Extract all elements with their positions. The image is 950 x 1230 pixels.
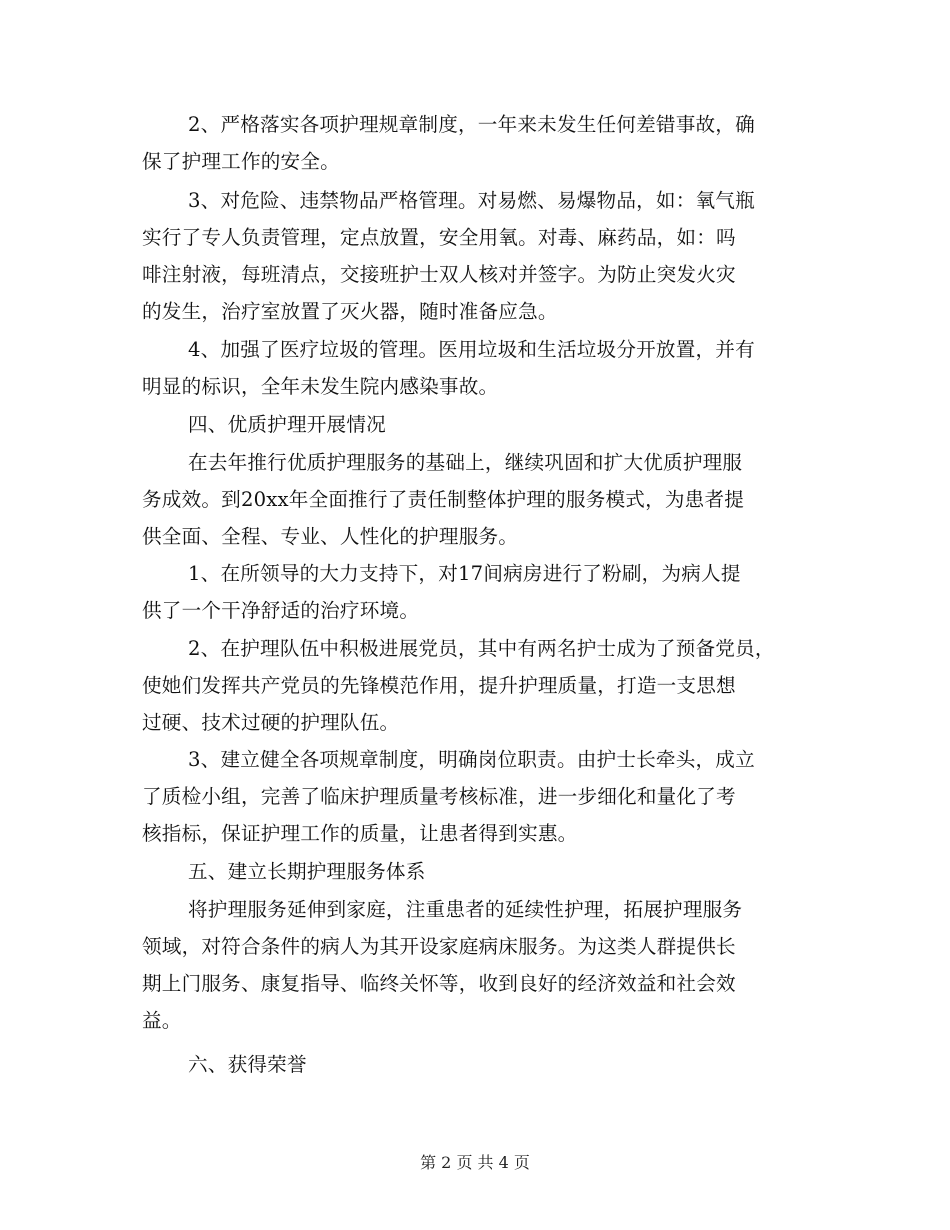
text-line-11: 务成效。到20xx年全面推行了责任制整体护理的服务模式，为患者提 <box>142 488 745 511</box>
text-line-10: 在去年推行优质护理服务的基础上，继续巩固和扩大优质护理服 <box>188 451 743 474</box>
section-heading-6: 六、获得荣誉 <box>188 1053 307 1076</box>
text-line-7: 4、加强了医疗垃圾的管理。医用垃圾和生活垃圾分开放置，并有 <box>188 338 755 361</box>
text-line-25: 益。 <box>142 1009 182 1032</box>
text-line-4: 实行了专人负责管理，定点放置，安全用氧。对毒、麻药品，如：吗 <box>142 226 736 249</box>
text-line-1: 2、严格落实各项护理规章制度，一年来未发生任何差错事故，确 <box>188 113 755 136</box>
page-number-footer: 第 2 页 共 4 页 <box>420 1153 530 1172</box>
text-line-8: 明显的标识，全年未发生院内感染事故。 <box>142 375 499 398</box>
text-line-6: 的发生，治疗室放置了灭火器，随时准备应急。 <box>142 300 558 323</box>
text-line-19: 了质检小组，完善了临床护理质量考核标准，进一步细化和量化了考 <box>142 785 736 808</box>
text-line-3: 3、对危险、违禁物品严格管理。对易燃、易爆物品，如：氧气瓶 <box>188 189 755 212</box>
section-heading-4: 四、优质护理开展情况 <box>188 413 386 436</box>
text-line-15: 2、在护理队伍中积极进展党员，其中有两名护士成为了预备党员， <box>188 637 775 660</box>
text-line-22: 将护理服务延伸到家庭，注重患者的延续性护理，拓展护理服务 <box>188 898 743 921</box>
text-line-14: 供了一个干净舒适的治疗环境。 <box>142 599 420 622</box>
text-line-20: 核指标，保证护理工作的质量，让患者得到实惠。 <box>142 822 578 845</box>
text-line-5: 啡注射液，每班清点，交接班护士双人核对并签字。为防止突发火灾 <box>142 263 736 286</box>
text-line-16: 使她们发挥共产党员的先锋模范作用，提升护理质量，打造一支思想 <box>142 674 736 697</box>
section-heading-5: 五、建立长期护理服务体系 <box>188 860 426 883</box>
text-line-17: 过硬、技术过硬的护理队伍。 <box>142 711 400 734</box>
text-line-24: 期上门服务、康复指导、临终关怀等，收到良好的经济效益和社会效 <box>142 972 736 995</box>
text-line-18: 3、建立健全各项规章制度，明确岗位职责。由护士长牵头，成立 <box>188 748 755 771</box>
text-line-12: 供全面、全程、专业、人性化的护理服务。 <box>142 525 519 548</box>
text-line-23: 领域，对符合条件的病人为其开设家庭病床服务。为这类人群提供长 <box>142 935 736 958</box>
text-line-13: 1、在所领导的大力支持下，对17间病房进行了粉刷，为病人提 <box>188 562 741 585</box>
text-line-2: 保了护理工作的安全。 <box>142 150 340 173</box>
